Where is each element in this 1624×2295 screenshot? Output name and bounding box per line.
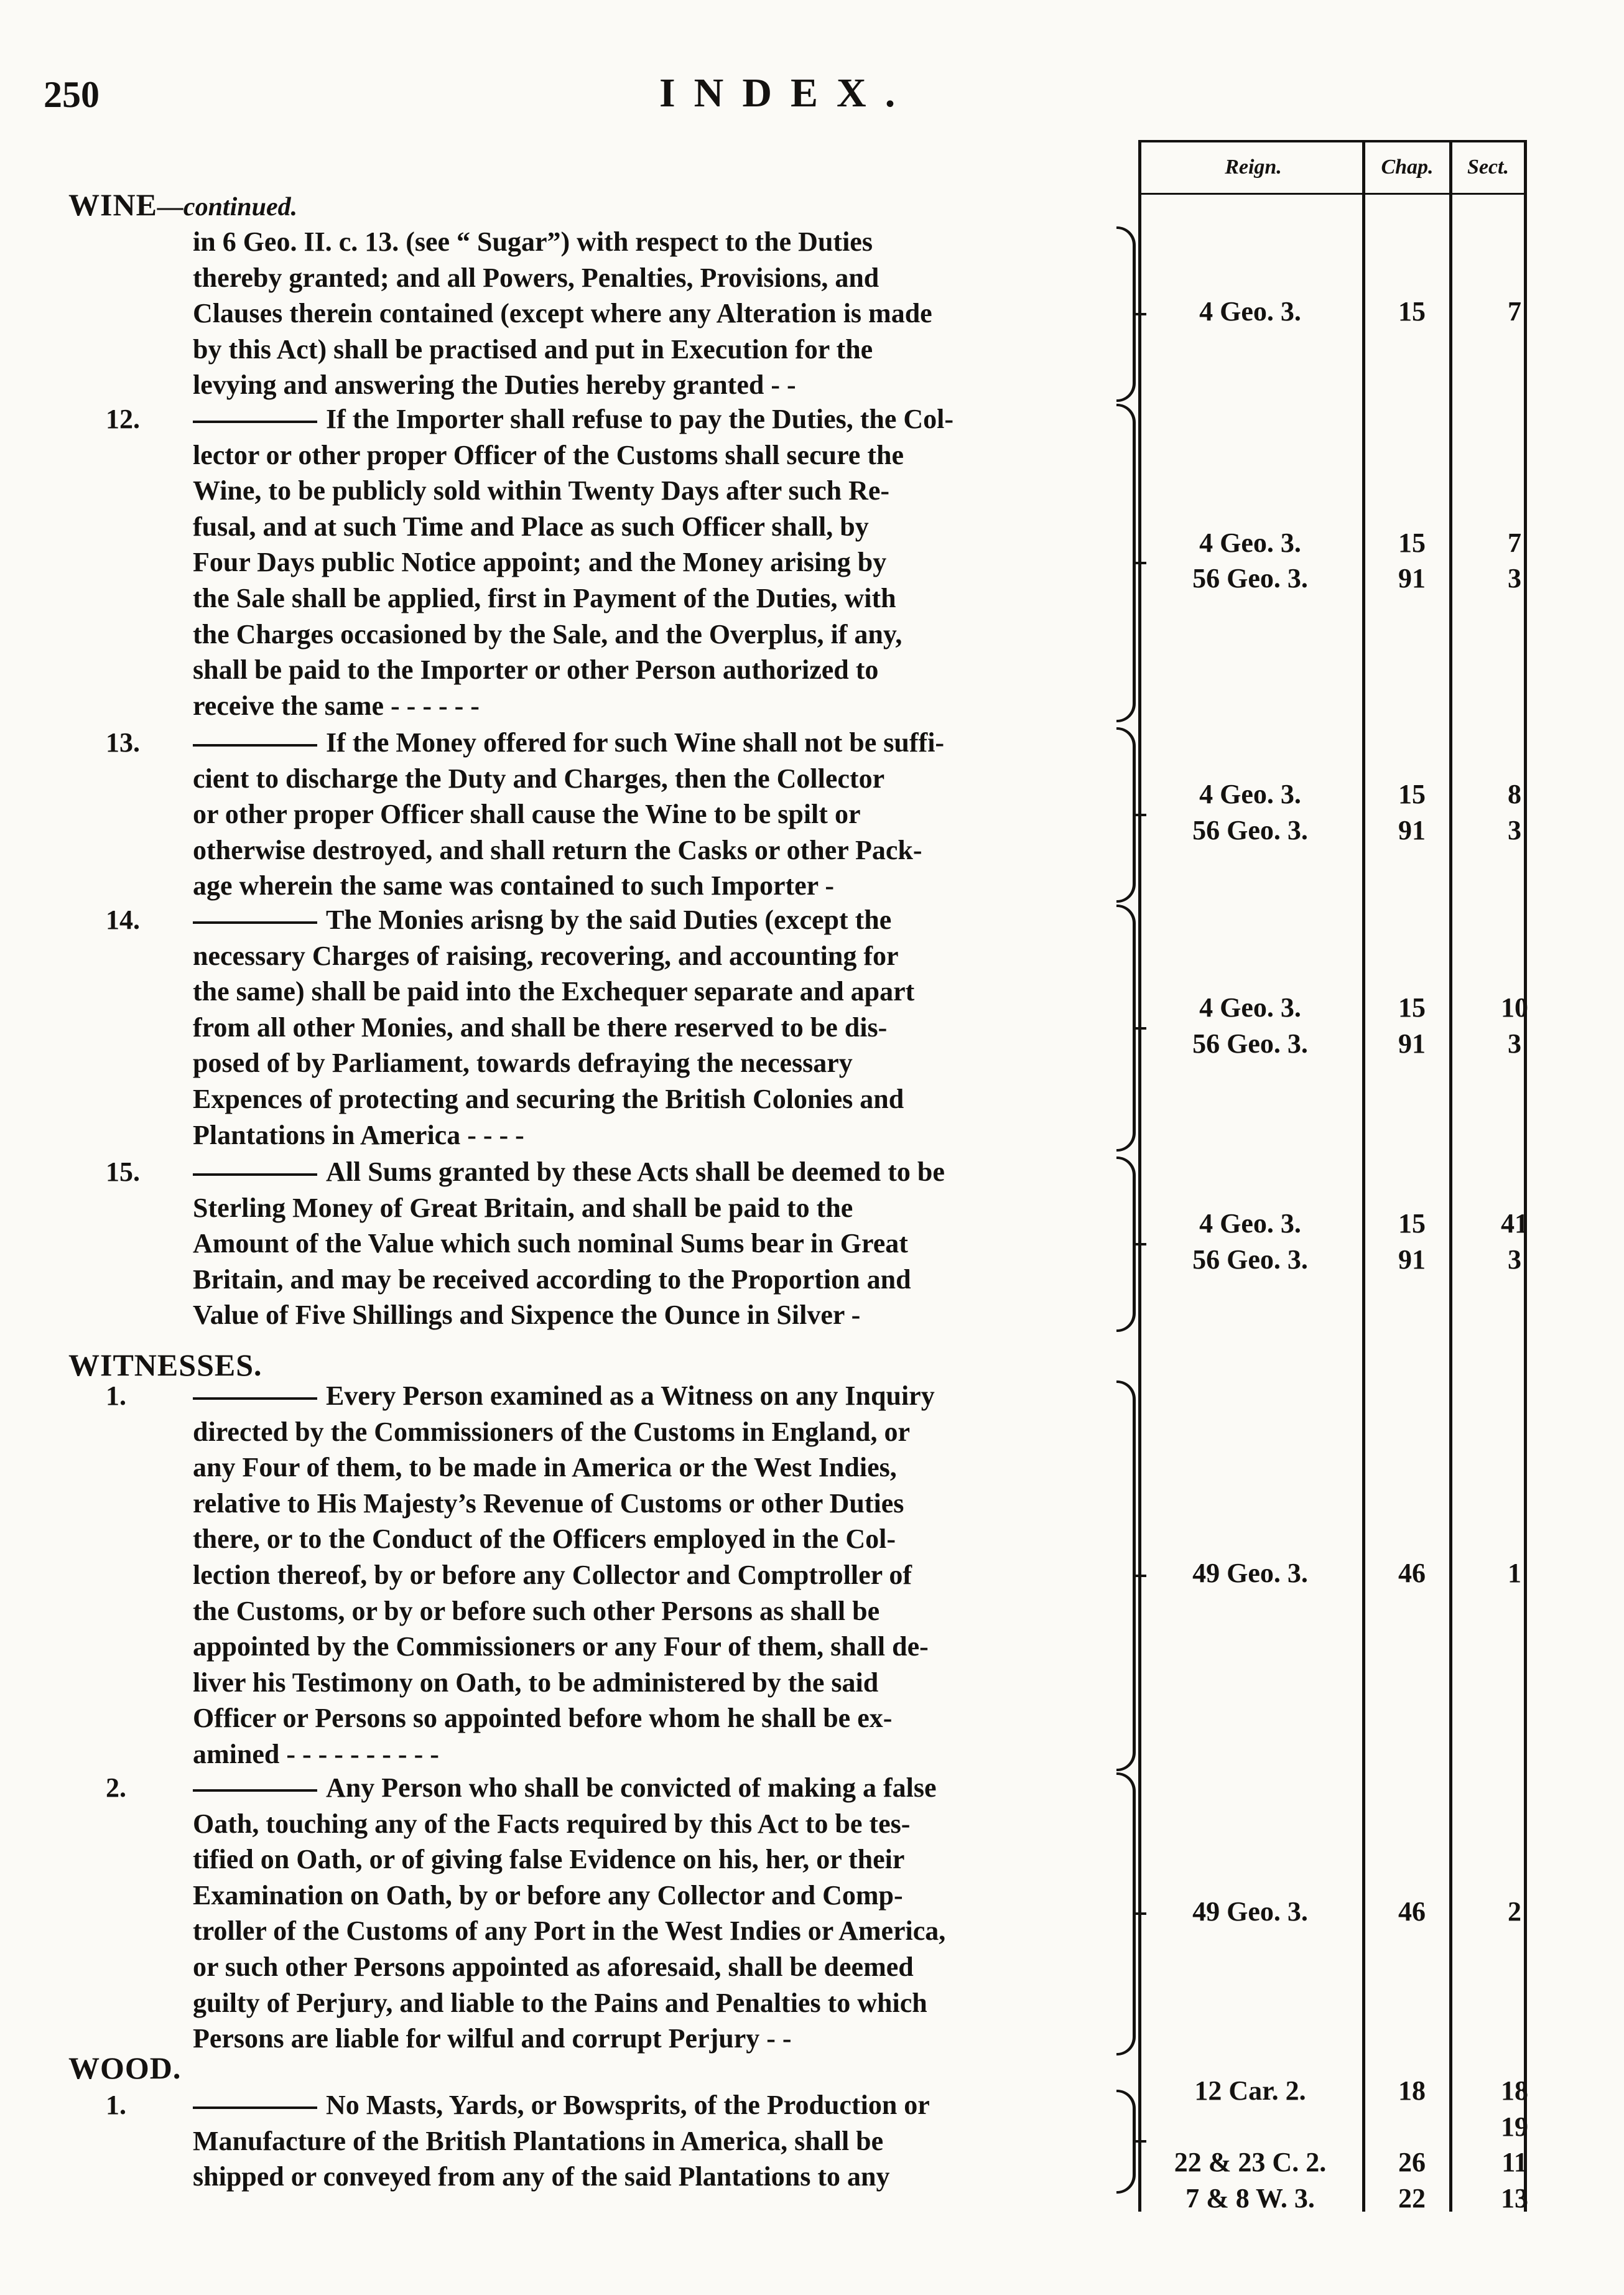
entry-text: [106, 401, 1110, 724]
reference-section: 41: [1501, 1208, 1528, 1239]
reference-row: [1144, 2111, 1617, 2147]
entry-line-text: levying and answering the Duties hereby granted - -: [193, 370, 796, 401]
section-heading-label: WITNESSES.: [68, 1348, 262, 1382]
entry-line: [193, 1700, 1110, 1736]
entry-line: [193, 1450, 1110, 1486]
reference-reign: 4 Geo. 3.: [1199, 527, 1301, 558]
reference-row: [1144, 1028, 1617, 1064]
entry-line: [193, 1081, 1110, 1117]
entry-line: [193, 1949, 1110, 1985]
entry-line-text: Value of Five Shillings and Sixpence the Ounce in Silver -: [193, 1300, 861, 1331]
reference-chapter: 91: [1398, 1028, 1426, 1059]
entry-dash: [193, 1173, 317, 1176]
entry-line-text: The Monies arisng by the said Duties (except the: [326, 905, 892, 935]
entry-line-text: Any Person who shall be convicted of making a false: [326, 1772, 937, 1803]
entry-line: [193, 652, 1110, 688]
entry-line-text: posed of by Parliament, towards defraying the necessary: [193, 1048, 853, 1079]
entry-line: [193, 224, 1110, 260]
reference-chapter: 15: [1398, 992, 1426, 1023]
entry-line: [193, 974, 1110, 1010]
entry-line: [193, 1190, 1110, 1226]
entry-line-text: age wherein the same was contained to such Importer -: [193, 870, 835, 901]
reference-row: [1144, 562, 1617, 598]
entry-line: [106, 725, 1110, 761]
entry-number: 12.: [106, 404, 140, 434]
entry-line-text: lector or other proper Officer of the Customs shall secure the: [193, 439, 904, 470]
entry-brace: [1116, 2090, 1136, 2194]
entry-line-text: shall be paid to the Importer or other Person authorized to: [193, 654, 879, 686]
column-header-chap: Chap.: [1381, 156, 1434, 179]
entry-line-text: there, or to the Conduct of the Officers employed in the Col-: [193, 1524, 896, 1555]
entry-line: [193, 2159, 1110, 2195]
section-continued-label: —continued.: [157, 193, 298, 221]
reference-chapter: 91: [1398, 1244, 1426, 1275]
entry-line-text: the Charges occasioned by the Sale, and the Overplus, if any,: [193, 618, 902, 649]
entry-brace: [1116, 404, 1136, 722]
entry-line-text: liver his Testimony on Oath, to be administered by the said: [193, 1667, 879, 1698]
entry-text: [106, 902, 1110, 1153]
entry-line-text: lection thereof, by or before any Collector and Comptroller of: [193, 1559, 912, 1590]
reference-reign: 7 & 8 W. 3.: [1186, 2182, 1315, 2214]
entry-number: 13.: [106, 727, 140, 758]
entry-line-text: Manufacture of the British Plantations in America, shall be: [193, 2125, 884, 2156]
entry-line: [106, 2087, 1110, 2123]
reference-chapter: 26: [1398, 2147, 1426, 2178]
entry-line-text: Examination on Oath, by or before any Collector and Comp-: [193, 1879, 903, 1911]
entry-line-text: appointed by the Commissioners or any Four of them, shall de-: [193, 1631, 929, 1662]
entry-dash: [193, 421, 317, 423]
reference-section: 8: [1508, 779, 1521, 810]
entry-line: [193, 1521, 1110, 1557]
reference-row: [1144, 1244, 1617, 1280]
entry-line-text: Sterling Money of Great Britain, and shall be paid to the: [193, 1192, 853, 1223]
entry-line-text: Expences of protecting and securing the British Colonies and: [193, 1083, 904, 1114]
entry-line-text: or such other Persons appointed as aforesaid, shall be deemed: [193, 1951, 914, 1982]
entry-line: [193, 1414, 1110, 1450]
reference-reign: 56 Geo. 3.: [1192, 814, 1308, 845]
entry-line: [193, 1117, 1110, 1153]
reference-section: 18: [1501, 2075, 1528, 2106]
entry-line: [193, 367, 1110, 403]
reference-section: 3: [1508, 1028, 1521, 1059]
entry-line: [106, 902, 1110, 938]
reference-reign: 4 Geo. 3.: [1199, 296, 1301, 327]
reference-row: [1144, 1208, 1617, 1244]
section-heading-wine: [68, 187, 297, 223]
entry-line: [193, 1878, 1110, 1914]
entry-line-text: guilty of Perjury, and liable to the Pains and Penalties to which: [193, 1987, 927, 2018]
reference-reign: 4 Geo. 3.: [1199, 779, 1301, 810]
reference-reign: 56 Geo. 3.: [1192, 1244, 1308, 1275]
entry-line-text: Four Days public Notice appoint; and the Money arising by: [193, 547, 887, 578]
entry-line-text: cient to discharge the Duty and Charges, then the Collector: [193, 763, 885, 794]
entry-text: [106, 725, 1110, 904]
reference-section: 10: [1501, 992, 1528, 1023]
page-number: 250: [44, 74, 100, 115]
reference-row: [1144, 2182, 1617, 2218]
reference-row: [1144, 296, 1617, 332]
entry-line: [193, 1806, 1110, 1842]
entry-line-text: by this Act) shall be practised and put in Execution for the: [193, 333, 873, 365]
entry-line-text: necessary Charges of raising, recovering, and accounting for: [193, 940, 899, 971]
entry-line-text: Britain, and may be received according to the Proportion and: [193, 1264, 911, 1295]
entry-dash: [193, 744, 317, 747]
column-header-sect: Sect.: [1467, 156, 1510, 179]
entry-line-text: the Customs, or by or before such other Persons as shall be: [193, 1595, 880, 1626]
reference-section: 1: [1508, 1558, 1521, 1588]
entry-line: [193, 1841, 1110, 1878]
reference-reign: 12 Car. 2.: [1194, 2075, 1306, 2106]
entry-dash: [193, 1789, 317, 1792]
entry-line: [193, 332, 1110, 368]
entry-line-text: from all other Monies, and shall be there reserved to be dis-: [193, 1012, 888, 1043]
entry-line-text: relative to His Majesty’s Revenue of Customs or other Duties: [193, 1487, 904, 1519]
entry-number: 1.: [106, 1380, 126, 1411]
reference-section: 11: [1501, 2147, 1528, 2178]
entry-line: [193, 1557, 1110, 1593]
entry-line: [193, 509, 1110, 545]
entry-brace: [1116, 905, 1136, 1152]
entry-line: [106, 1154, 1110, 1190]
reference-chapter: 15: [1398, 779, 1426, 810]
entry-dash: [193, 921, 317, 924]
entry-line: [193, 1985, 1110, 2021]
entry-line: [193, 688, 1110, 724]
reference-chapter: 22: [1398, 2182, 1426, 2214]
entry-line-text: Wine, to be publicly sold within Twenty Days after such Re-: [193, 475, 890, 506]
entry-line-text: Persons are liable for wilful and corrupt Perjury - -: [193, 2023, 792, 2054]
entry-text: [106, 2087, 1110, 2195]
reference-reign: 56 Geo. 3.: [1192, 563, 1308, 594]
reference-chapter: 15: [1398, 1208, 1426, 1239]
entry-line: [106, 401, 1110, 437]
reference-chapter: 15: [1398, 296, 1426, 327]
entry-line: [193, 761, 1110, 797]
reference-chapter: 18: [1398, 2075, 1426, 2106]
entry-line-text: amined - - - - - - - - - -: [193, 1738, 439, 1769]
reference-chapter: 15: [1398, 527, 1426, 558]
entry-line-text: in 6 Geo. II. c. 13. (see “ Sugar”) with respect to the Duties: [193, 226, 873, 257]
entry-line-text: If the Importer shall refuse to pay the Duties, the Col-: [326, 404, 954, 434]
reference-reign: 49 Geo. 3.: [1192, 1896, 1308, 1927]
entry-line: [193, 1629, 1110, 1665]
entry-line-text: fusal, and at such Time and Place as such Officer shall, by: [193, 511, 869, 542]
entry-line: [193, 1045, 1110, 1081]
reference-row: [1144, 2075, 1617, 2111]
entry-line: [106, 1378, 1110, 1414]
reference-row: [1144, 2146, 1617, 2182]
reference-section: 7: [1508, 296, 1521, 327]
entry-line-text: Plantations in America - - - -: [193, 1119, 524, 1150]
entry-line: [193, 544, 1110, 580]
reference-section: 19: [1501, 2111, 1528, 2142]
entry-line: [193, 1226, 1110, 1262]
entry-line: [193, 938, 1110, 974]
entry-text: [193, 224, 1110, 403]
entry-dash: [193, 1397, 317, 1400]
entry-brace: [1116, 1772, 1136, 2055]
reference-row: [1144, 814, 1617, 850]
reference-section: 13: [1501, 2182, 1528, 2214]
reference-row: [1144, 778, 1617, 814]
reference-section: 2: [1508, 1896, 1521, 1927]
reference-chapter: 91: [1398, 563, 1426, 594]
entry-line: [193, 2123, 1110, 2159]
reference-reign: 4 Geo. 3.: [1199, 992, 1301, 1023]
entry-line: [193, 796, 1110, 832]
reference-chapter: 46: [1398, 1896, 1426, 1927]
entry-line: [193, 1665, 1110, 1701]
section-heading-label: WINE: [68, 187, 157, 222]
entry-line-text: Every Person examined as a Witness on any Inquiry: [326, 1380, 935, 1411]
entry-brace: [1116, 1157, 1136, 1332]
reference-reign: 22 & 23 C. 2.: [1174, 2147, 1327, 2178]
entry-line: [193, 2021, 1110, 2057]
reference-reign: 56 Geo. 3.: [1192, 1028, 1308, 1059]
entry-line: [193, 1010, 1110, 1046]
entry-line-text: or other proper Officer shall cause the Wine to be spilt or: [193, 799, 861, 830]
entry-brace: [1116, 226, 1136, 402]
entry-line-text: troller of the Customs of any Port in the West Indies or America,: [193, 1916, 946, 1947]
entry-text: [106, 1770, 1110, 2057]
entry-line-text: receive the same - - - - - -: [193, 690, 480, 721]
entry-text: [106, 1378, 1110, 1772]
reference-chapter: 46: [1398, 1558, 1426, 1588]
entry-number: 14.: [106, 905, 140, 935]
column-header-reign: Reign.: [1225, 156, 1282, 179]
reference-row: [1144, 1557, 1617, 1593]
entry-number: 2.: [106, 1772, 126, 1803]
entry-line-text: the Sale shall be applied, first in Payment of the Duties, with: [193, 582, 896, 613]
entry-line: [193, 260, 1110, 296]
entry-line: [193, 296, 1110, 332]
reference-row: [1144, 527, 1617, 563]
entry-line-text: otherwise destroyed, and shall return the Casks or other Pack-: [193, 834, 922, 865]
entry-line: [106, 1770, 1110, 1806]
reference-reign: 4 Geo. 3.: [1199, 1208, 1301, 1239]
entry-line-text: Clauses therein contained (except where any Alteration is made: [193, 298, 932, 329]
section-heading-label: WOOD.: [68, 2051, 182, 2085]
entry-number: 15.: [106, 1157, 140, 1187]
entry-line: [193, 832, 1110, 868]
entry-text: [106, 1154, 1110, 1333]
entry-line-text: shipped or conveyed from any of the said Plantations to any: [193, 2161, 890, 2192]
entry-line-text: tified on Oath, or of giving false Evidence on his, her, or their: [193, 1844, 905, 1875]
reference-section: 3: [1508, 1244, 1521, 1275]
entry-dash: [193, 2106, 317, 2109]
entry-line-text: If the Money offered for such Wine shall not be suffi-: [326, 727, 945, 758]
reference-chapter: 91: [1398, 814, 1426, 845]
entry-line-text: any Four of them, to be made in America or the West Indies,: [193, 1452, 897, 1483]
entry-number: 1.: [106, 2090, 126, 2120]
entry-line-text: Amount of the Value which such nominal Sums bear in Great: [193, 1228, 908, 1259]
entry-line: [193, 1262, 1110, 1298]
reference-section: 3: [1508, 563, 1521, 594]
entry-brace: [1116, 727, 1136, 903]
entry-line-text: No Masts, Yards, or Bowsprits, of the Production or: [326, 2090, 930, 2120]
page-title: INDEX.: [659, 70, 914, 116]
entry-line: [193, 1486, 1110, 1522]
entry-line: [193, 1297, 1110, 1333]
reference-row: [1144, 1896, 1617, 1932]
reference-reign: 49 Geo. 3.: [1192, 1558, 1308, 1588]
entry-line: [193, 437, 1110, 473]
entry-line: [193, 617, 1110, 653]
entry-line: [193, 1913, 1110, 1949]
entry-line: [193, 1593, 1110, 1629]
reference-row: [1144, 992, 1617, 1028]
entry-line-text: directed by the Commissioners of the Customs in England, or: [193, 1416, 911, 1447]
section-heading-wood: [68, 2050, 181, 2086]
entry-line-text: thereby granted; and all Powers, Penalties, Provisions, and: [193, 262, 879, 293]
entry-line: [193, 473, 1110, 509]
reference-section: 7: [1508, 527, 1521, 558]
entry-line: [193, 868, 1110, 904]
entry-line-text: Oath, touching any of the Facts required by this Act to be tes-: [193, 1808, 911, 1839]
entry-brace: [1116, 1380, 1136, 1771]
entry-line-text: the same) shall be paid into the Exchequer separate and apart: [193, 976, 915, 1007]
entry-line-text: All Sums granted by these Acts shall be deemed to be: [326, 1157, 945, 1187]
reference-section: 3: [1508, 814, 1521, 845]
entry-line-text: Officer or Persons so appointed before whom he shall be ex-: [193, 1703, 893, 1734]
entry-line: [193, 580, 1110, 617]
entry-line: [193, 1736, 1110, 1772]
